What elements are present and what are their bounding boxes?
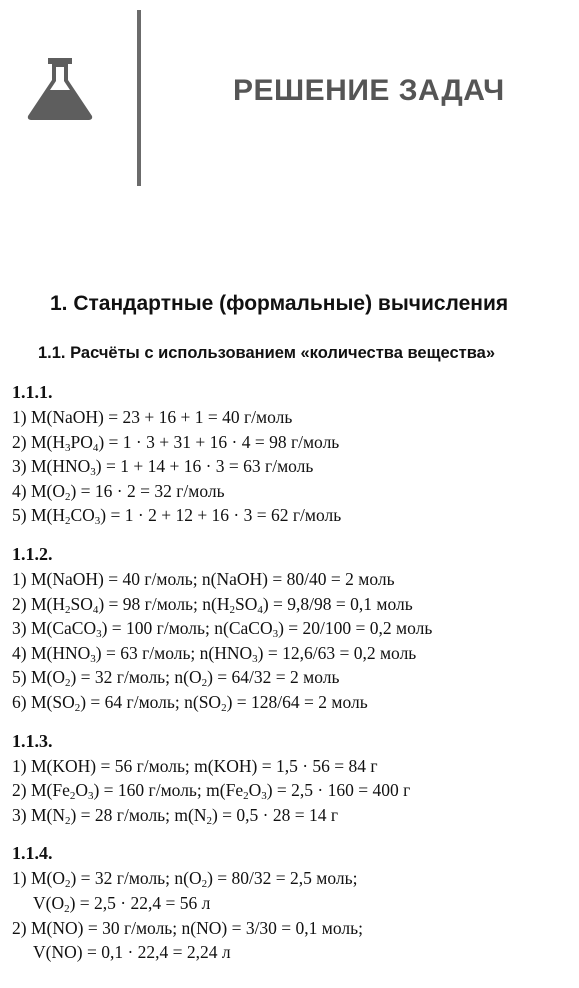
formula-text: O	[75, 780, 88, 801]
formula-text: CO	[70, 505, 95, 526]
subscript: 4	[92, 441, 99, 454]
formula-text: SO	[234, 593, 258, 614]
solution-line	[12, 665, 572, 690]
subscript: 4	[257, 603, 263, 616]
subscript: 3	[272, 628, 279, 641]
subscript: 3	[87, 790, 94, 803]
formula-text: V(NO) = 0,1 · 22,4 = 2,24 л	[33, 942, 231, 963]
subscript: 2	[64, 677, 71, 690]
formula-text: ) = 80/32 = 2,5 моль;	[207, 868, 358, 889]
formula-text: 1) M(NaOH) = 23 + 16 + 1 = 40 г/моль	[12, 407, 293, 427]
subscript: 2	[201, 878, 208, 891]
subscript: 3	[252, 652, 258, 665]
solution-line	[12, 940, 572, 965]
subscript: 2	[229, 603, 235, 616]
subscript: 2	[69, 790, 76, 803]
chapter-title: РЕШЕНИЕ ЗАДАЧ	[233, 74, 505, 107]
solution-line	[12, 916, 572, 941]
formula-text: 5) M(O	[12, 667, 65, 688]
formula-text: 5) M(H	[12, 505, 65, 526]
solution-line	[12, 690, 572, 715]
subscript: 2	[64, 515, 71, 528]
subscript: 3	[261, 790, 267, 803]
formula-text: ) = 98 г/моль; n(H	[98, 593, 230, 614]
problem-block	[12, 729, 572, 828]
solution-line	[12, 891, 572, 916]
formula-text: 2) M(NO) = 30 г/моль; n(NO) = 3/30 = 0,1 моль;	[12, 917, 363, 938]
problem-block	[12, 542, 572, 715]
formula-text: 2) M(Fe	[12, 780, 70, 801]
formula-text: 4) M(O	[12, 480, 65, 501]
subscript: 3	[64, 441, 71, 454]
formula-text: 1) M(O	[12, 868, 65, 889]
solution-line	[12, 866, 572, 891]
solution-line	[12, 778, 572, 803]
formula-text: SO	[70, 593, 93, 614]
formula-text: O	[248, 780, 262, 801]
section-title: 1. Стандартные (формальные) вычисления	[50, 292, 509, 315]
formula-text: ) = 64/32 = 2 моль	[207, 667, 340, 688]
formula-text: ) = 32 г/моль; n(O	[70, 667, 202, 688]
formula-text: ) = 2,5 · 22,4 = 56 л	[69, 892, 211, 913]
chapter-header	[0, 0, 579, 200]
formula-text: ) = 1 + 14 + 16 · 3 = 63 г/моль	[95, 456, 314, 477]
formula-text: ) = 20/100 = 0,2 моль	[278, 618, 433, 639]
formula-text: ) = 160 г/моль; m(Fe	[93, 780, 244, 801]
formula-text: ) = 2,5 · 160 = 400 г	[266, 780, 411, 801]
formula-text: 6) M(SO	[12, 691, 75, 712]
subscript: 2	[64, 878, 71, 891]
problem-block	[12, 841, 572, 964]
subscript: 3	[96, 628, 102, 641]
solution-line	[12, 616, 572, 641]
subscript: 2	[74, 701, 81, 714]
formula-text: 2) M(H	[12, 593, 65, 614]
solution-line	[12, 430, 572, 455]
problem-number: 1.1.1.	[12, 382, 53, 402]
subscript: 3	[90, 652, 96, 665]
subscript: 2	[64, 603, 71, 616]
formula-text: ) = 32 г/моль; n(O	[70, 868, 202, 889]
subscript: 3	[90, 466, 96, 479]
solution-line	[12, 479, 572, 504]
problem-block	[12, 380, 572, 528]
formula-text: 1) M(KOH) = 56 г/моль; m(KOH) = 1,5 · 56 = 84 г	[12, 755, 378, 776]
formula-text: ) = 28 г/моль; m(N	[70, 804, 207, 825]
formula-text: 3) M(N	[12, 804, 65, 825]
formula-text: ) = 63 г/моль; n(HNO	[95, 642, 253, 663]
subscript: 3	[94, 515, 101, 528]
formula-text: ) = 9,8/98 = 0,1 моль	[262, 593, 413, 614]
solution-line	[12, 503, 572, 528]
formula-text: ) = 1 · 3 + 31 + 16 · 4 = 98 г/моль	[98, 431, 340, 452]
solution-line	[12, 405, 572, 430]
formula-text: ) = 12,6/63 = 0,2 моль	[257, 642, 417, 663]
solution-line	[12, 592, 572, 617]
formula-text: 3) M(CaCO	[12, 618, 97, 639]
formula-text: ) = 1 · 2 + 12 + 16 · 3 = 62 г/моль	[100, 505, 342, 526]
header-divider	[137, 10, 141, 186]
flask-icon	[26, 58, 94, 120]
formula-text: V(O	[33, 892, 65, 913]
formula-text: ) = 128/64 = 2 моль	[226, 691, 368, 712]
subscript: 2	[64, 490, 71, 503]
problem-number: 1.1.2.	[12, 543, 53, 564]
problems-list	[12, 380, 572, 979]
subscript: 2	[221, 701, 227, 714]
subscript: 2	[64, 902, 70, 915]
solution-line	[12, 641, 572, 666]
subsection-title: 1.1. Расчёты с использованием «количества вещества»	[38, 344, 496, 362]
solution-line	[12, 567, 572, 592]
formula-text: ) = 0,5 · 28 = 14 г	[211, 804, 339, 825]
subscript: 2	[201, 677, 208, 690]
formula-text: 1) M(NaOH) = 40 г/моль; n(NaOH) = 80/40 = 2 моль	[12, 568, 395, 589]
subscript: 4	[92, 603, 99, 616]
formula-text: ) = 16 · 2 = 32 г/моль	[70, 480, 225, 501]
solution-line	[12, 454, 572, 479]
formula-text: ) = 64 г/моль; n(SO	[80, 691, 222, 712]
formula-text: ) = 100 г/моль; n(CaCO	[101, 618, 273, 639]
subscript: 2	[64, 814, 71, 827]
problem-number: 1.1.3.	[12, 730, 53, 751]
solution-line	[12, 803, 572, 828]
subscript: 2	[243, 790, 249, 803]
formula-text: 3) M(HNO	[12, 456, 91, 477]
formula-text: 2) M(H	[12, 431, 65, 452]
subscript: 2	[206, 814, 212, 827]
solution-line	[12, 754, 572, 779]
problem-number: 1.1.4.	[12, 843, 53, 864]
formula-text: 4) M(HNO	[12, 642, 91, 663]
formula-text: PO	[70, 431, 93, 452]
